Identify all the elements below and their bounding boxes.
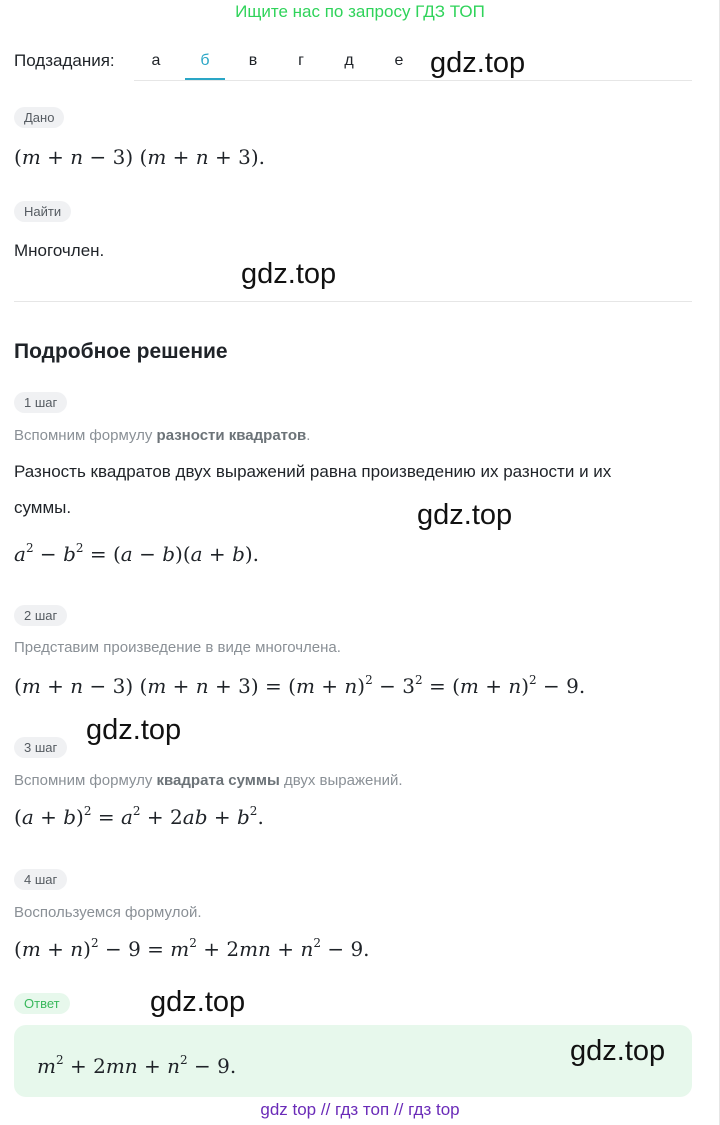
footer-separator: // [393,1100,404,1119]
tab-e[interactable]: е [394,52,404,69]
subtasks-label: Подзадания: [14,51,115,70]
given-chip-wrap [14,107,64,128]
step4-chip-wrap [14,869,67,890]
footer-link-1[interactable]: gdz top [260,1100,317,1119]
step2-chip-wrap [14,605,67,626]
footer-separator: // [320,1100,331,1119]
tab-g[interactable]: г [298,52,304,69]
given-expression: (m + n − 3) (m + n + 3). [14,145,266,169]
tab-b[interactable]: б [200,52,210,69]
step1-text-line2: суммы. [14,498,72,517]
step1-chip: 1 шаг [14,392,67,413]
step1-text-line1: Разность квадратов двух выражений равна произведению их разности и их [14,462,612,481]
active-tab-indicator [185,78,225,80]
step1-note: Вспомним формулу разности квадратов. [14,427,311,444]
footer-link-2[interactable]: гдз топ [335,1100,390,1119]
watermark: gdz.top [417,499,513,531]
step2-chip: 2 шаг [14,605,67,626]
subtask-tabs [134,46,692,81]
step2-formula: (m + n − 3) $(m + n + 3) = (m + n)^2 - 3^2 = (m + n)^2 - 9$. [14,673,586,698]
find-text: Многочлен. [14,241,105,260]
step1-chip-wrap [14,392,67,413]
find-chip: Найти [14,201,71,222]
watermark: gdz.top [150,986,246,1018]
step4-note: Воспользуемся формулой. [14,904,202,921]
divider [14,301,692,302]
step4-chip: 4 шаг [14,869,67,890]
footer-links [0,1100,720,1120]
step2-note: Представим произведение в виде многочлена. [14,639,341,656]
step3-note: Вспомним формулу квадрата суммы двух выражений. [14,772,403,789]
step1-formula: $a^2 - b^2 = (a - b)(a + b)$. [14,541,260,566]
solution-title: Подробное решение [14,340,228,363]
tab-d[interactable]: д [344,52,354,69]
step3-chip: 3 шаг [14,737,67,758]
answer-chip: Ответ [14,993,70,1014]
watermark: gdz.top [241,258,337,290]
top-banner[interactable]: Ищите нас по запросу ГДЗ ТОП [235,2,485,21]
tab-a[interactable]: а [151,52,161,69]
step3-formula: $(a + b)^2 = a^2 + 2ab + b^2$. [14,804,264,829]
tab-v[interactable]: в [248,52,258,69]
watermark: gdz.top [570,1035,666,1067]
given-chip: Дано [14,107,64,128]
footer-link-3[interactable]: гдз top [408,1100,460,1119]
answer-formula: $m^2 + 2mn + n^2 - 9$. [37,1053,237,1078]
step4-formula: $(m + n)^2 - 9 = m^2 + 2mn + n^2 - 9$. [14,936,370,961]
answer-chip-wrap [14,993,70,1014]
step3-chip-wrap [14,737,67,758]
watermark: gdz.top [430,47,526,79]
watermark: gdz.top [86,714,182,746]
find-chip-wrap [14,201,71,222]
